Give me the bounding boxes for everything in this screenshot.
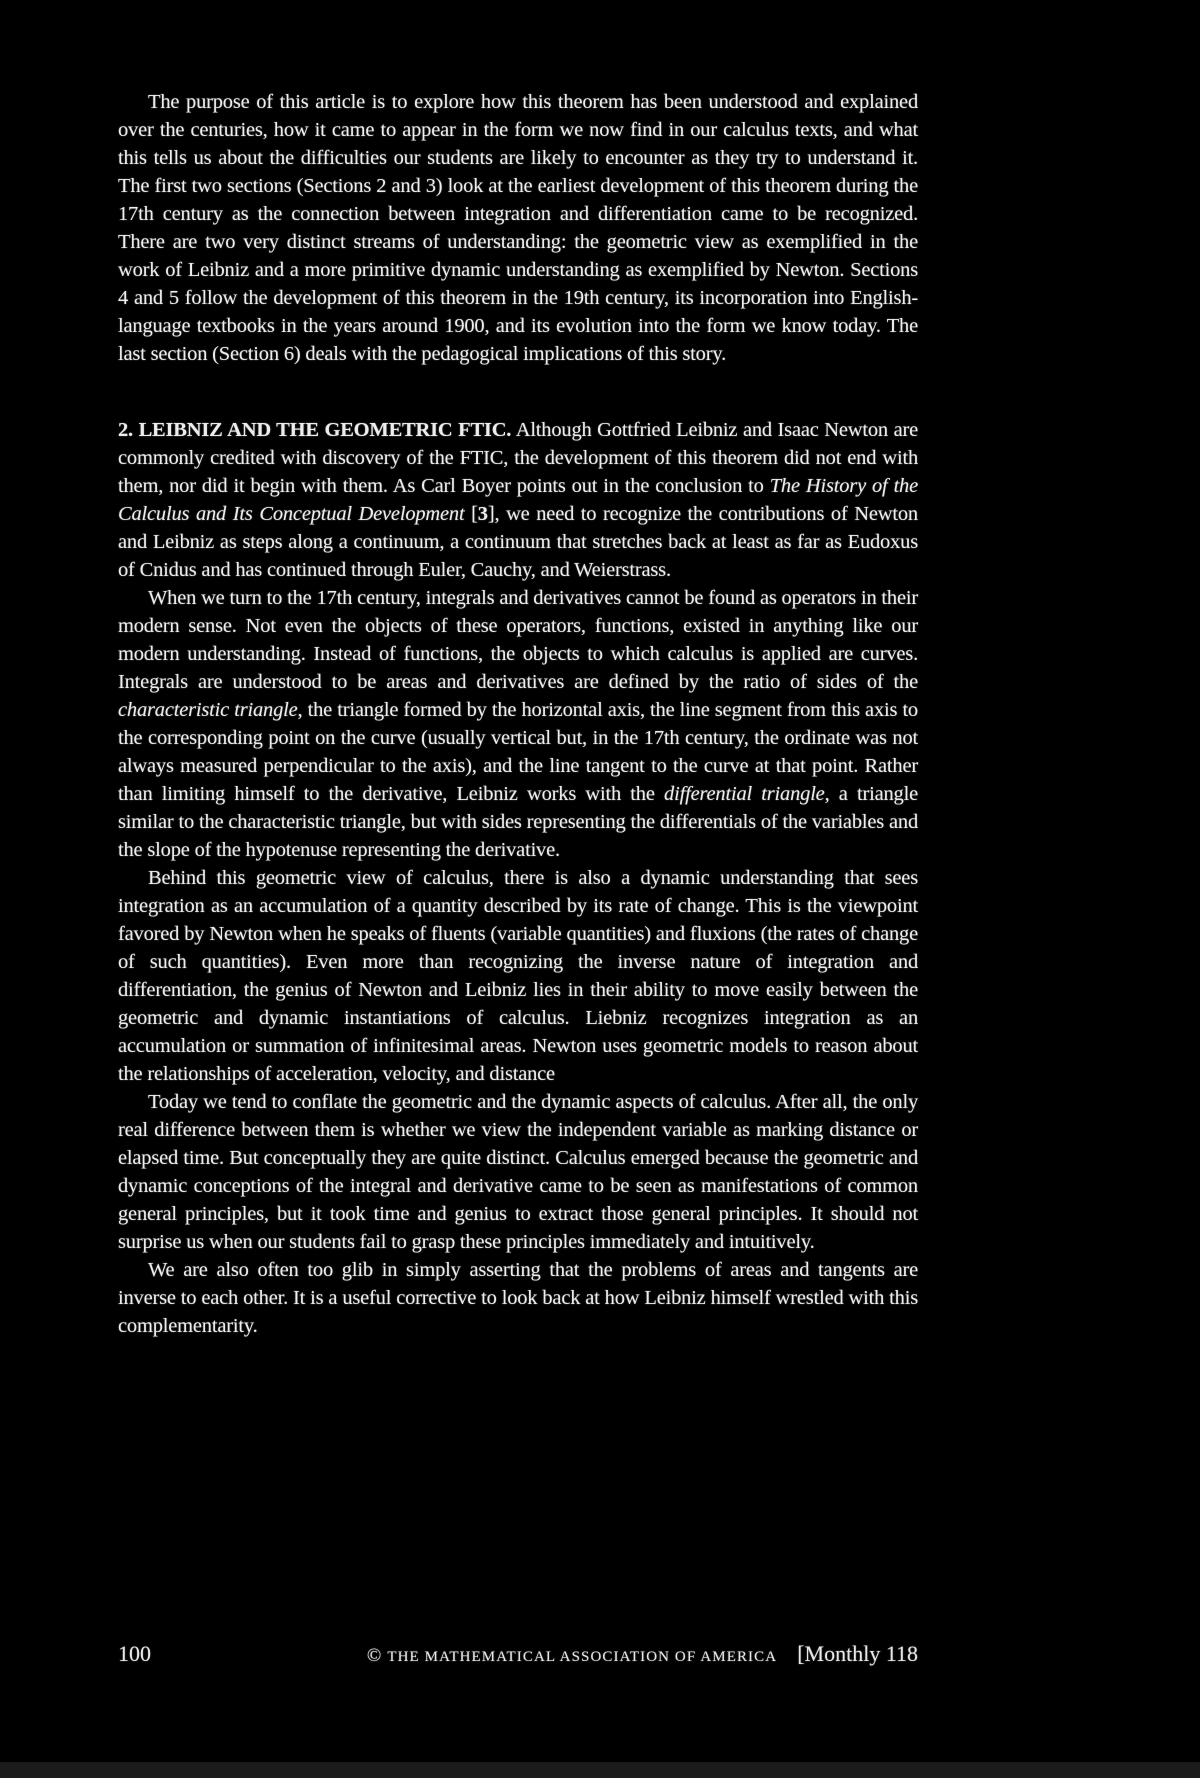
article-text: [118, 88, 918, 1340]
paragraph-dynamic-view: [118, 864, 918, 1088]
text-run: ], we need to recognize the contributions of Newton and Leibniz as steps along a continuum, a continuum that stretches back at least as far as Eudoxus of Cnidus and has continued through Euler, Cauchy, and Weierstrass.: [118, 503, 918, 581]
book-title: The History of the Calculus and Its Conceptual Development: [118, 475, 919, 525]
section-2-paragraph: [118, 416, 918, 584]
journal-issue-label: [Monthly 118: [797, 1641, 918, 1666]
text-run: Today we tend to conflate the geometric and the dynamic aspects of calculus. After all, the only real difference between them is whether we view the independent variable as marking distance or elapsed time. But conceptually they are quite distinct. Calculus emerged because the geometric and dynamic conceptions of the integral and derivative came to be seen as manifestations of common general principles, but it took time and genius to extract those general principles. It should not surprise us when our students fail to grasp these principles immediately and intuitively.: [118, 1091, 918, 1253]
page-footer: [118, 1641, 918, 1667]
text-run: , the triangle formed by the horizontal axis, the line segment from this axis to the corresponding point on the curve (usually vertical but, in the 17th century, the ordinate was not always measured perpendicular to the axis), and the line tangent to the curve at that point. Rather than limiting himself to the derivative, Leibniz works with the: [118, 699, 918, 805]
section-heading: 2. LEIBNIZ AND THE GEOMETRIC FTIC.: [118, 419, 512, 441]
copyright-notice: [367, 1645, 777, 1667]
text-run: We are also often too glib in simply asserting that the problems of areas and tangents are inverse to each other. It is a useful corrective to look back at how Leibniz himself wrestled with this complementarity.: [118, 1259, 918, 1337]
text-run: The purpose of this article is to explore how this theorem has been understood and explained over the centuries, how it came to appear in the form we now find in our calculus texts, and what this tells us about the difficulties our students are likely to encounter as they try to understand it. The first two sections (Sections 2 and 3) look at the earliest development of this theorem during the 17th century as the connection between integration and differentiation came to be recognized. There are two very distinct streams of understanding: the geometric view as exemplified in the work of Leibniz and a more primitive dynamic understanding as exemplified by Newton. Sections 4 and 5 follow the development of this theorem in the 19th century, its incorporation into English-language textbooks in the years around 1900, and its evolution into the form we know today. The last section (Section 6) deals with the pedagogical implications of this story.: [118, 91, 918, 365]
copyright-text: THE MATHEMATICAL ASSOCIATION OF AMERICA: [387, 1649, 778, 1665]
paragraph-closing: [118, 1256, 918, 1340]
paragraph-conflation: [118, 1088, 918, 1256]
page-number: 100: [118, 1641, 151, 1666]
text-run: When we turn to the 17th century, integrals and derivatives cannot be found as operators in their modern sense. Not even the objects of these operators, functions, existed in anything like our modern understanding. Instead of functions, the objects to which calculus is applied are curves. Integrals are understood to be areas and derivatives are defined by the ratio of sides of the: [118, 587, 918, 693]
scan-edge-strip: [0, 1762, 1200, 1778]
term-differential-triangle: differential triangle: [664, 783, 825, 805]
intro-paragraph: [118, 88, 918, 368]
text-run: , a triangle similar to the characteristic triangle, but with sides representing the differentials of the variables and the slope of the hypotenuse representing the derivative.: [118, 783, 918, 861]
text-run: [: [464, 503, 478, 525]
paragraph-17th-century: [118, 584, 918, 864]
citation-number: 3: [477, 503, 488, 525]
text-run: Although Gottfried Leibniz and Isaac Newton are commonly credited with discovery of the FTIC, the development of this theorem did not end with them, nor did it begin with them. As Carl Boyer points out in the conclusion to: [118, 419, 918, 497]
text-run: Behind this geometric view of calculus, there is also a dynamic understanding that sees integration as an accumulation of a quantity described by its rate of change. This is the viewpoint favored by Newton when he speaks of fluents (variable quantities) and fluxions (the rates of change of such quantities). Even more than recognizing the inverse nature of integration and differentiation, the genius of Newton and Leibniz lies in their ability to move easily between the geometric and dynamic instantiations of calculus. Liebniz recognizes integration as an accumulation or summation of infinitesimal areas. Newton uses geometric models to reason about the relationships of acceleration, velocity, and distance: [118, 867, 918, 1085]
term-characteristic-triangle: characteristic triangle: [118, 699, 298, 721]
copyright-icon: ©: [366, 1645, 382, 1666]
